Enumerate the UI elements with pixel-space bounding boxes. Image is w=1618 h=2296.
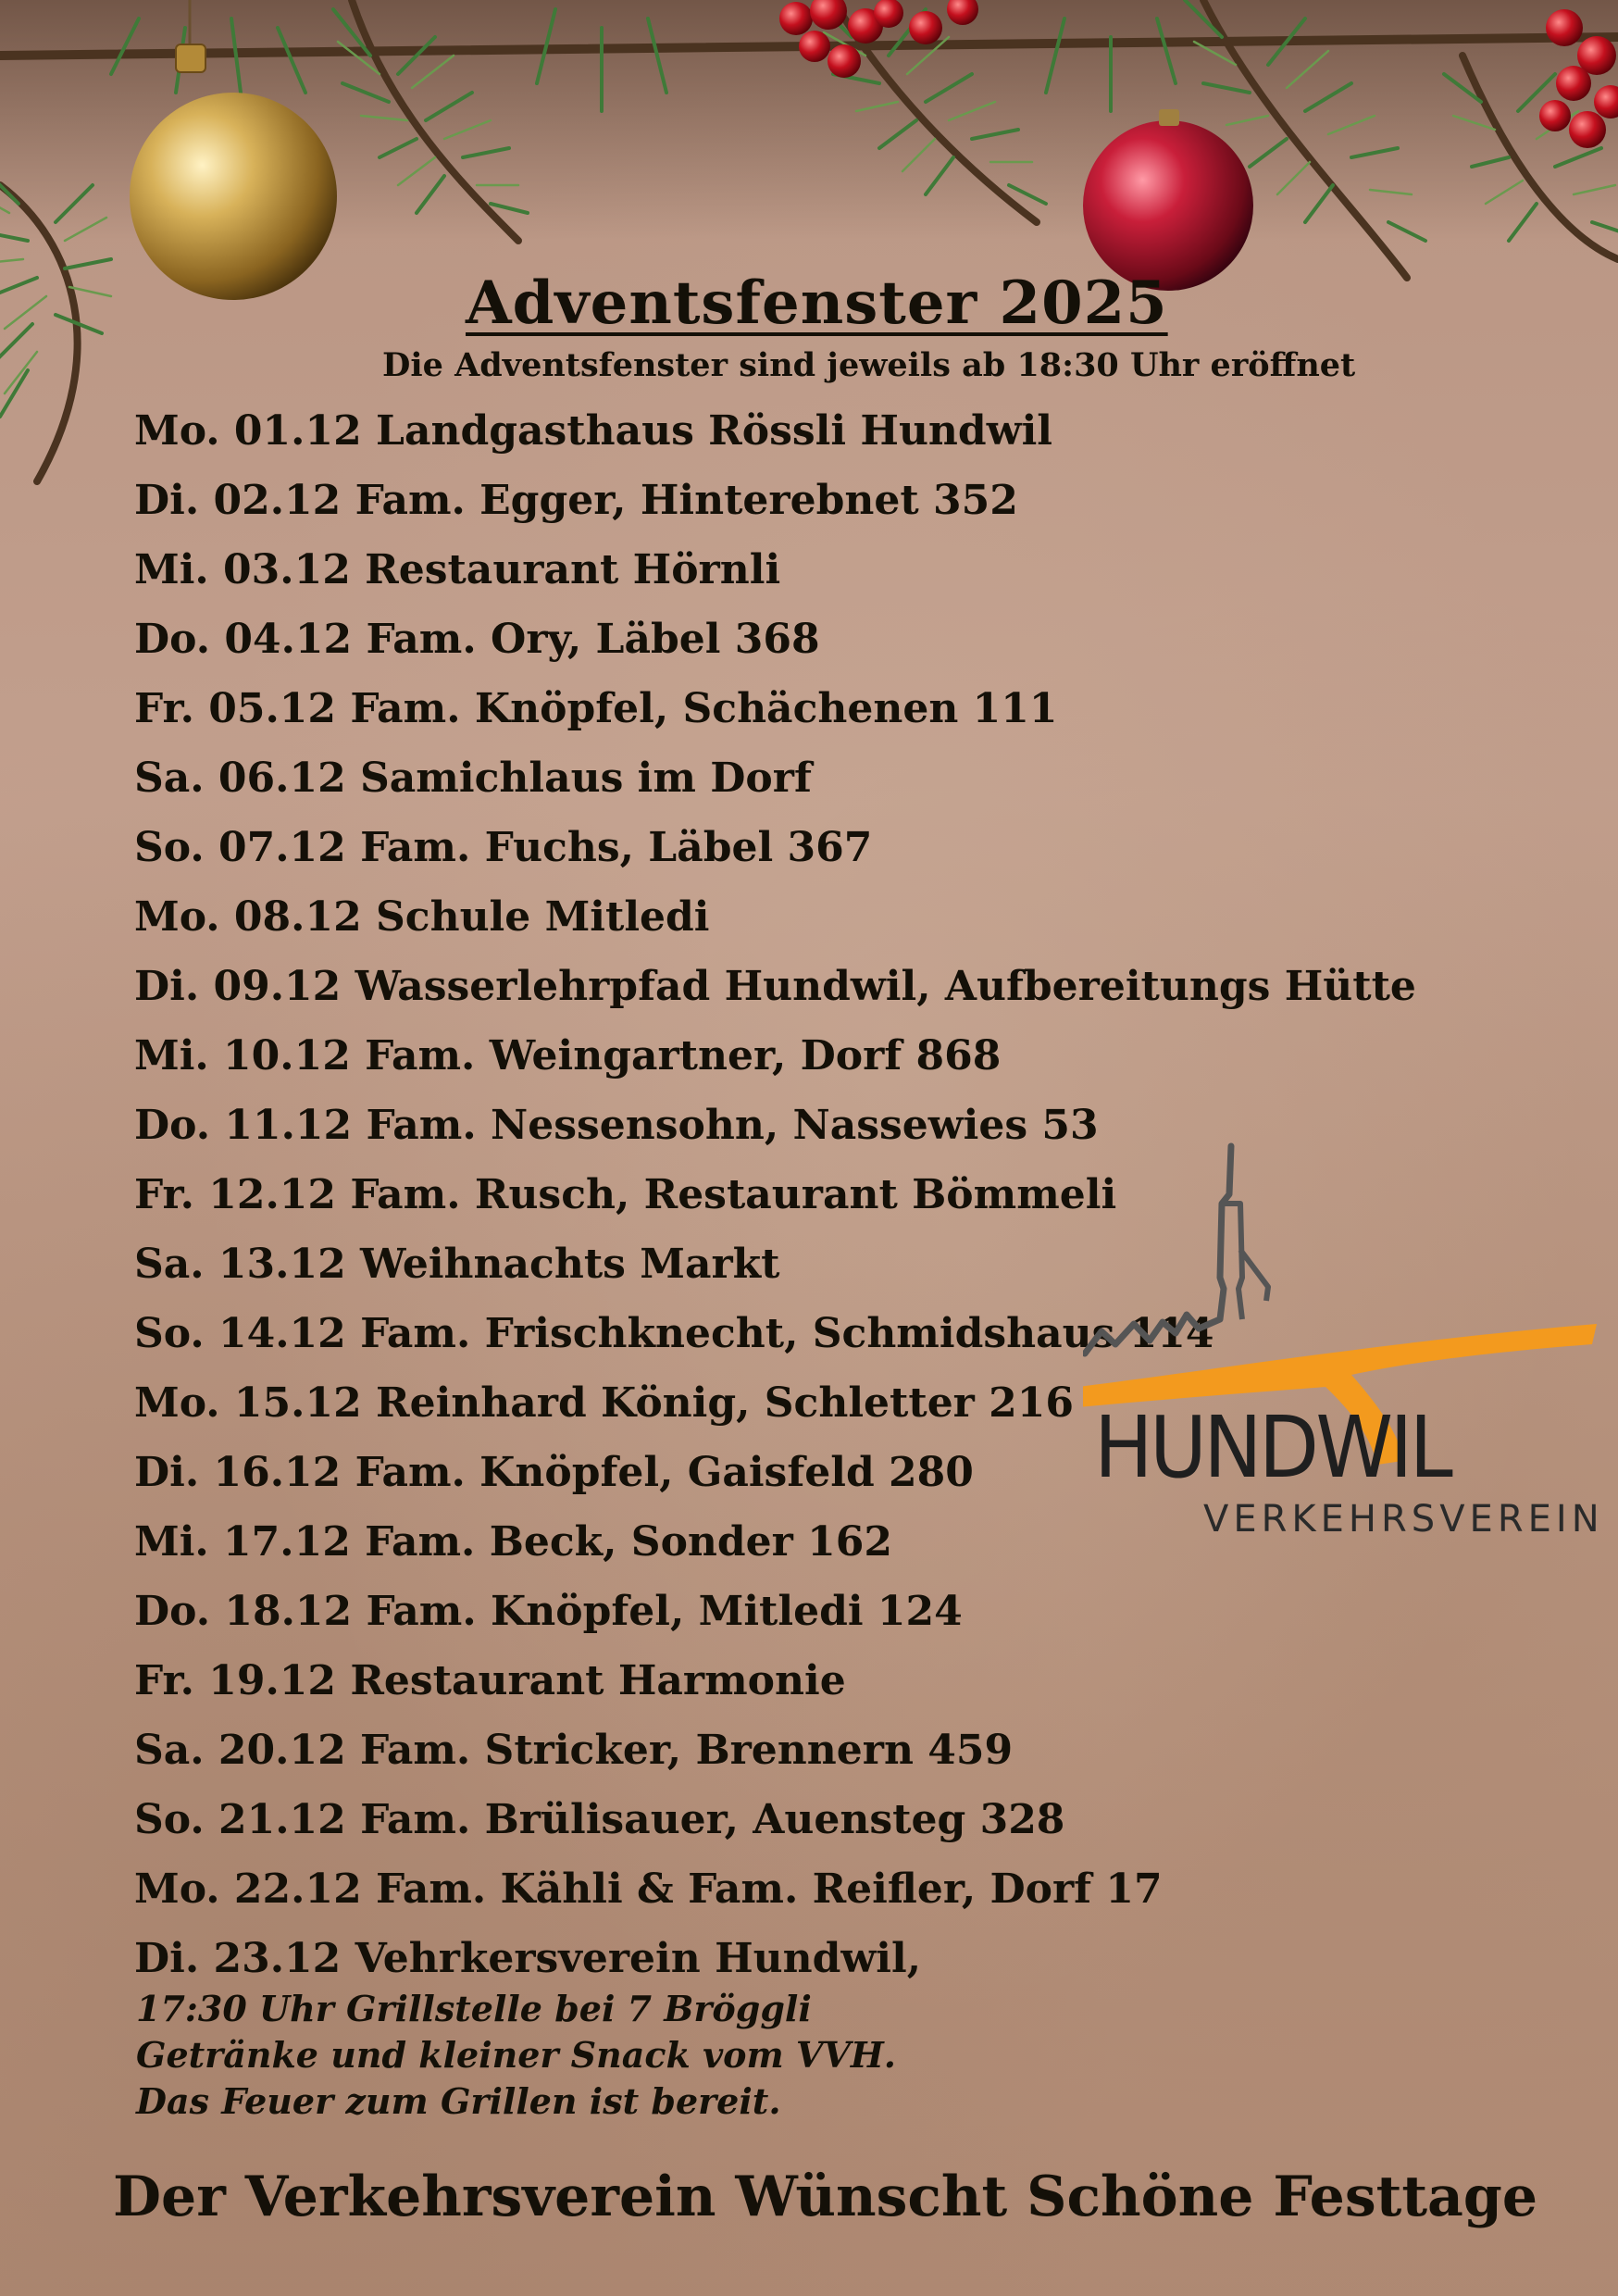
list-item: Do. 04.12 Fam. Ory, Läbel 368 <box>134 616 820 663</box>
list-item: Fr. 05.12 Fam. Knöpfel, Schächenen 111 <box>134 685 1058 732</box>
event-notes <box>136 1986 896 2125</box>
logo-subtitle: VERKEHRSVEREIN <box>1203 1498 1604 1541</box>
list-item: Fr. 12.12 Fam. Rusch, Restaurant Bömmeli <box>134 1171 1117 1218</box>
page-title: Adventsfenster 2025 <box>466 268 1168 338</box>
list-item: Mo. 15.12 Reinhard König, Schletter 216 <box>134 1379 1075 1427</box>
list-item: So. 07.12 Fam. Fuchs, Läbel 367 <box>134 824 873 871</box>
list-item: Sa. 20.12 Fam. Stricker, Brennern 459 <box>134 1727 1014 1774</box>
list-item: Do. 11.12 Fam. Nessensohn, Nassewies 53 <box>134 1102 1099 1149</box>
list-item: Mi. 10.12 Fam. Weingartner, Dorf 868 <box>134 1032 1002 1079</box>
list-item: Di. 02.12 Fam. Egger, Hinterebnet 352 <box>134 477 1018 524</box>
list-item: Mo. 01.12 Landgasthaus Rössli Hundwil <box>134 407 1052 455</box>
note-line: Das Feuer zum Grillen ist bereit. <box>136 2080 781 2122</box>
page-subtitle: Die Adventsfenster sind jeweils ab 18:30 Uhr eröffnet <box>382 346 1356 384</box>
list-item: Mi. 17.12 Fam. Beck, Sonder 162 <box>134 1518 893 1566</box>
list-item: Mi. 03.12 Restaurant Hörnli <box>134 546 781 593</box>
note-line: Getränke und kleiner Snack vom VVH. <box>136 2034 897 2076</box>
list-item: Di. 16.12 Fam. Knöpfel, Gaisfeld 280 <box>134 1449 974 1496</box>
list-item: Mo. 22.12 Fam. Kähli & Fam. Reifler, Dorf 17 <box>134 1866 1163 1913</box>
logo-wordmark: HUNDWIL <box>1094 1398 1450 1497</box>
list-item: Sa. 06.12 Samichlaus im Dorf <box>134 755 812 802</box>
list-item: Di. 09.12 Wasserlehrpfad Hundwil, Aufbereitungs Hütte <box>134 963 1416 1010</box>
footer-greeting: Der Verkehrsverein Wünscht Schöne Festtage <box>113 2165 1538 2229</box>
list-item: Fr. 19.12 Restaurant Harmonie <box>134 1657 846 1704</box>
list-item: Mo. 08.12 Schule Mitledi <box>134 893 710 941</box>
note-line: 17:30 Uhr Grillstelle bei 7 Bröggli <box>136 1988 812 2029</box>
list-item: Do. 18.12 Fam. Knöpfel, Mitledi 124 <box>134 1588 963 1635</box>
list-item: Sa. 13.12 Weihnachts Markt <box>134 1241 780 1288</box>
list-item: Di. 23.12 Vehrkersverein Hundwil, <box>134 1935 922 1982</box>
list-item: So. 14.12 Fam. Frischknecht, Schmidshaus 114 <box>134 1310 1214 1357</box>
list-item: So. 21.12 Fam. Brülisauer, Auensteg 328 <box>134 1796 1065 1843</box>
